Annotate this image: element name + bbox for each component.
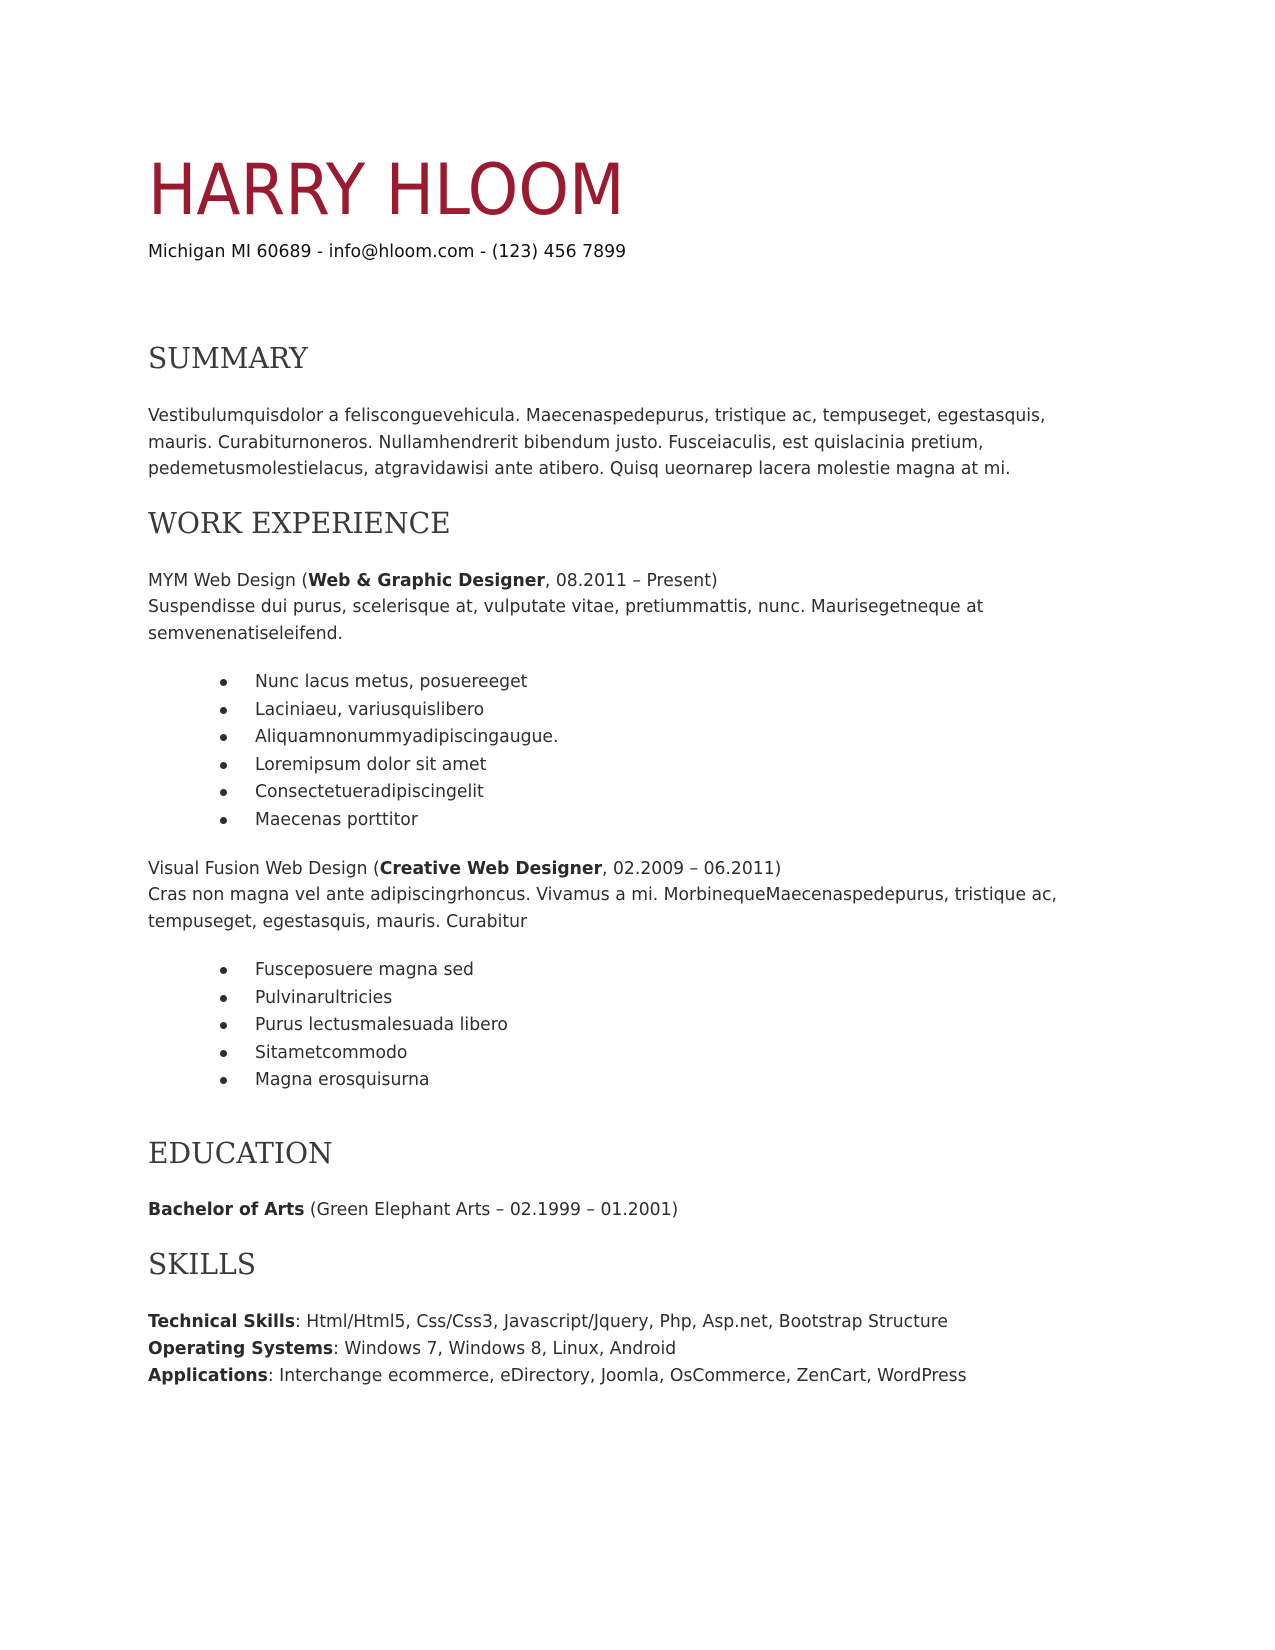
bullet-icon — [220, 1050, 227, 1057]
list-item-text: Laciniaeu, variusquislibero — [255, 698, 485, 720]
job-description-line: semvenenatiseleifend. — [148, 622, 343, 644]
summary-line: Vestibulumquisdolor a felisconguevehicula. Maecenaspedepurus, tristique ac, tempuseget, egestasquis, — [148, 405, 1046, 426]
education-detail: (Green Elephant Arts – 02.1999 – 01.2001) — [304, 1199, 679, 1220]
skill-row — [148, 1335, 676, 1363]
skill-row — [148, 1308, 948, 1336]
list-item-text: Consectetueradipiscingelit — [255, 781, 484, 802]
bullet-icon — [220, 995, 227, 1002]
skill-row — [148, 1362, 967, 1390]
skill-value: : Windows 7, Windows 8, Linux, Android — [333, 1338, 677, 1359]
contact-line: Michigan MI 60689 - info@hloom.com - (123) 456 7899 — [148, 241, 627, 262]
job-header — [148, 856, 781, 882]
bullet-icon — [220, 1022, 227, 1029]
degree: Bachelor of Arts — [148, 1199, 305, 1220]
bullet-icon — [220, 1077, 227, 1084]
education-entry — [148, 1196, 678, 1224]
job-description-line: Suspendisse dui purus, scelerisque at, vulputate vitae, pretiummattis, nunc. Maurisegetneque at — [148, 596, 984, 617]
skill-value: : Interchange ecommerce, eDirectory, Joomla, OsCommerce, ZenCart, WordPress — [267, 1365, 967, 1386]
job-title: Web & Graphic Designer — [308, 570, 545, 591]
work-experience-heading: WORK EXPERIENCE — [148, 506, 451, 540]
job-title: Creative Web Designer — [379, 858, 603, 879]
list-item-text: Nunc lacus metus, posuereeget — [255, 671, 528, 692]
applicant-name: HARRY HLOOM — [148, 149, 625, 231]
job-description-line: Cras non magna vel ante adipiscingrhoncus. Vivamus a mi. MorbinequeMaecenaspedepurus, tristique ac, — [148, 884, 1057, 905]
list-item-text: Aliquamnonummyadipiscingaugue. — [255, 726, 559, 747]
bullet-icon — [220, 967, 227, 974]
bullet-icon — [220, 707, 227, 714]
job-dates: , 08.2011 – Present) — [544, 570, 718, 591]
education-heading: EDUCATION — [148, 1136, 333, 1170]
skill-label: Applications — [148, 1365, 268, 1386]
bullet-icon — [220, 734, 227, 741]
summary-line: mauris. Curabiturnoneros. Nullamhendrerit bibendum justo. Fusceiaculis, est quislacinia pretium, — [148, 431, 984, 453]
bullet-icon — [220, 817, 227, 824]
list-item-text: Sitametcommodo — [255, 1041, 408, 1063]
list-item-text: Fusceposuere magna sed — [255, 959, 474, 980]
skill-value: : Html/Html5, Css/Css3, Javascript/Jquery, Php, Asp.net, Bootstrap Structure — [295, 1311, 948, 1332]
list-item-text: Pulvinarultricies — [255, 986, 393, 1008]
job-company: Visual Fusion Web Design ( — [148, 858, 380, 879]
job-description — [148, 594, 1088, 647]
skill-label: Operating Systems — [148, 1338, 334, 1359]
list-item-text: Loremipsum dolor sit amet — [255, 753, 487, 775]
job-dates: , 02.2009 – 06.2011) — [602, 858, 782, 879]
list-item-text: Maecenas porttitor — [255, 808, 418, 830]
bullet-icon — [220, 679, 227, 686]
summary-text — [148, 403, 1088, 483]
list-item-text: Magna erosquisurna — [255, 1069, 430, 1090]
job-header — [148, 568, 718, 594]
summary-line: pedemetusmolestielacus, atgravidawisi ante atibero. Quisq ueornarep lacera molestie magna at mi. — [148, 458, 1011, 479]
bullet-icon — [220, 789, 227, 796]
bullet-icon — [220, 762, 227, 769]
job-company: MYM Web Design ( — [148, 570, 309, 591]
skills-heading: SKILLS — [148, 1247, 257, 1281]
job-description-line: tempuseget, egestasquis, mauris. Curabitur — [148, 910, 528, 932]
list-item-text: Purus lectusmalesuada libero — [255, 1014, 508, 1035]
skill-label: Technical Skills — [148, 1311, 296, 1332]
job-description — [148, 882, 1088, 935]
summary-heading: SUMMARY — [148, 341, 308, 375]
